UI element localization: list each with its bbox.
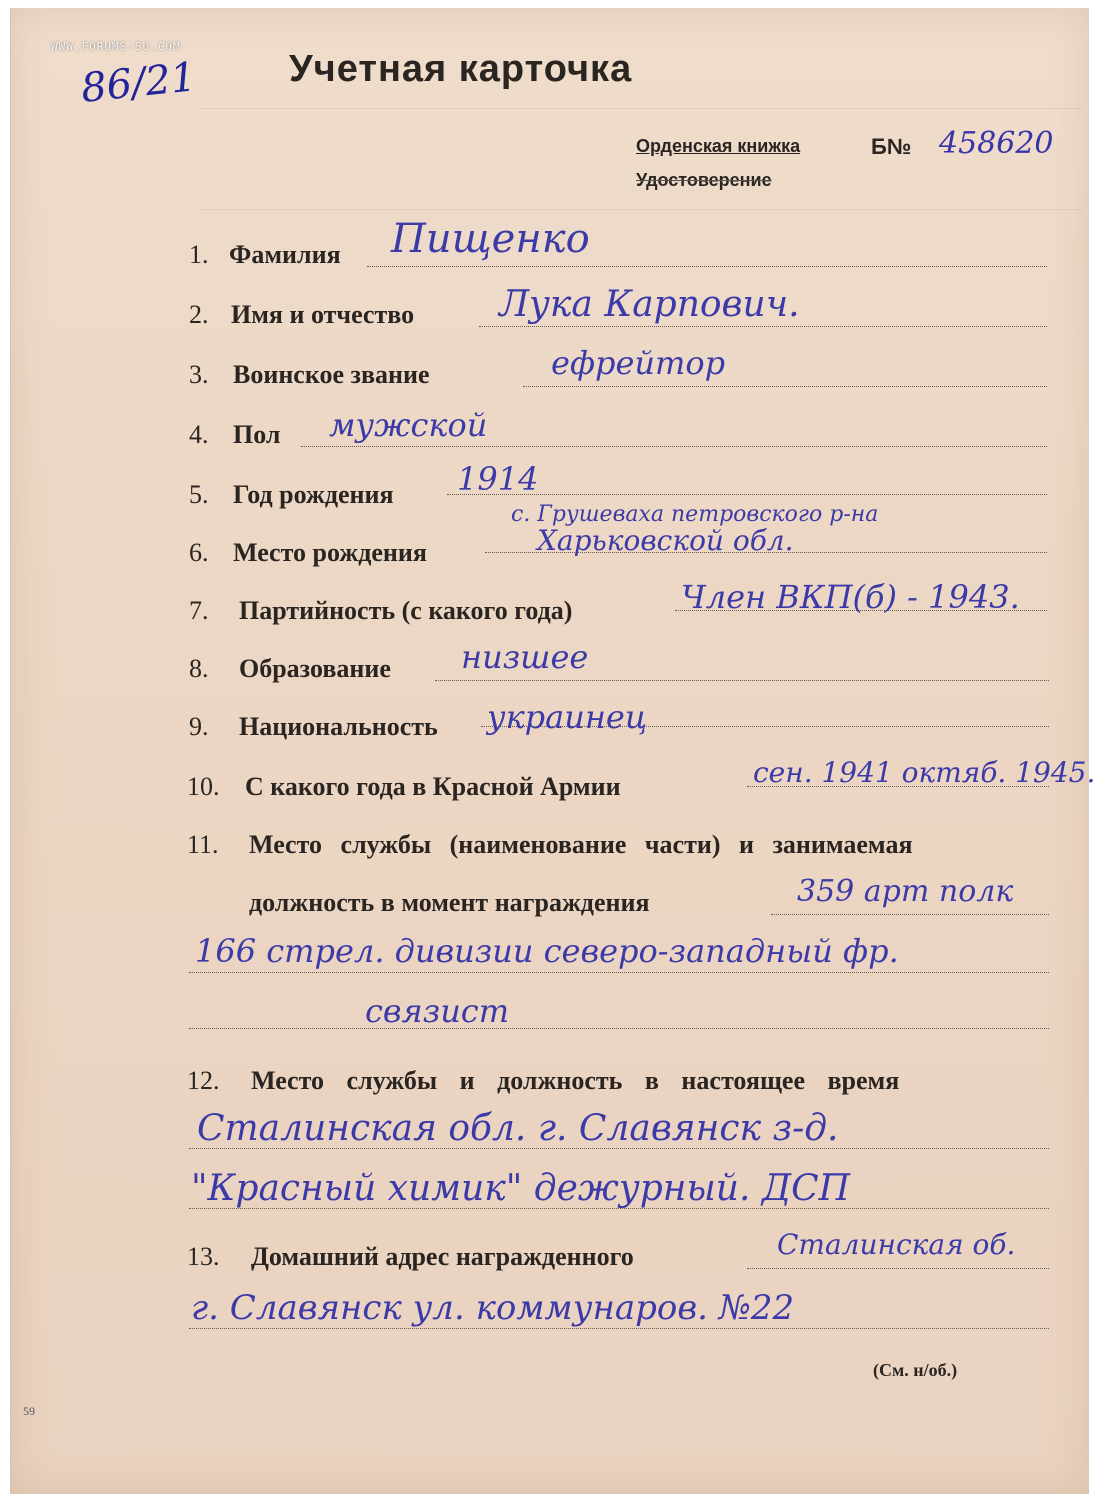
field-2-number: 2. [189,300,209,329]
field-13-line-1 [747,1268,1049,1269]
field-2-value: Лука Карпович. [499,284,800,325]
field-11-line-1 [771,914,1049,915]
field-4-number: 4. [189,420,209,449]
order-book-label-line2: Удостоверение [636,170,772,190]
record-card [10,8,1096,1494]
order-book-label [636,136,801,190]
field-1-value: Пищенко [391,216,590,262]
footnote: (См. н/об.) [873,1360,958,1380]
field-12-value-1: Сталинская обл. г. Славянск з-д. [197,1108,839,1149]
field-12-value-2: "Красный химик" дежурный. ДСП [191,1168,851,1209]
field-5-value: 1914 [457,460,539,498]
field-13-number: 13. [187,1242,220,1271]
field-7-label: Партийность (с какого года) [239,596,573,625]
field-5-label: Год рождения [233,480,394,509]
order-number-value: 458620 [939,126,1054,161]
field-6-value-above: с. Грушеваха петровского р-на [511,502,879,527]
field-13-value-2: г. Славянск ул. коммунаров. №22 [191,1288,795,1328]
field-10-label: С какого года в Красной Армии [245,772,621,801]
field-11-line-3 [189,1028,1049,1029]
field-10-value: сен. 1941 октяб. 1945. [753,756,1096,789]
field-4-label: Пол [233,420,281,449]
field-11-value: 359 арт полк [797,874,1014,909]
field-2-line [479,326,1047,327]
order-book-label-line1: Орденская книжка [636,136,801,156]
field-7-number: 7. [189,596,209,625]
field-11-value-3: связист [365,992,510,1030]
field-8-line [435,680,1049,681]
field-13-value: Сталинская об. [777,1228,1016,1261]
side-mark: 59 [23,1404,35,1418]
field-2-label: Имя и отчество [231,300,415,329]
field-6-value: Харьковской обл. [537,524,794,557]
field-3-number: 3. [189,360,209,389]
field-12-label: Место службы и должность в настоящее время [251,1066,900,1095]
field-11-label-2: должность в момент награждения [249,888,650,917]
field-9-label: Национальность [239,712,438,741]
watermark: WWW.FORUMS-SU.COM [51,40,181,53]
field-8-value: низшее [461,638,589,676]
field-3-value: ефрейтор [551,344,726,382]
field-11-label: Место службы (наименование части) и занимаемая [249,830,913,859]
field-11-number: 11. [187,830,219,859]
field-6-label: Место рождения [233,538,427,567]
page-title: Учетная карточка [289,48,633,90]
field-10-number: 10. [187,772,220,801]
card-number: 86/21 [78,54,199,112]
field-11-line-2 [189,972,1049,973]
field-8-number: 8. [189,654,209,683]
field-9-number: 9. [189,712,209,741]
field-7-value: Член ВКП(б) - 1943. [681,578,1020,616]
field-1-line [367,266,1047,267]
order-number-label: Б№ [871,134,912,159]
field-8-label: Образование [239,654,391,683]
field-3-label: Воинское звание [233,360,430,389]
field-11-value-2: 166 стрел. дивизии северо-западный фр. [195,932,899,970]
field-5-number: 5. [189,480,209,509]
field-1-label: Фамилия [229,240,341,269]
field-12-number: 12. [187,1066,220,1095]
field-6-number: 6. [189,538,209,567]
field-4-value: мужской [329,406,488,444]
field-1-number: 1. [189,240,209,269]
field-4-line [301,446,1047,447]
field-3-line [523,386,1047,387]
field-9-value: украинец [487,698,648,736]
field-13-label: Домашний адрес награжденного [251,1242,634,1271]
field-13-line-2 [189,1328,1049,1329]
